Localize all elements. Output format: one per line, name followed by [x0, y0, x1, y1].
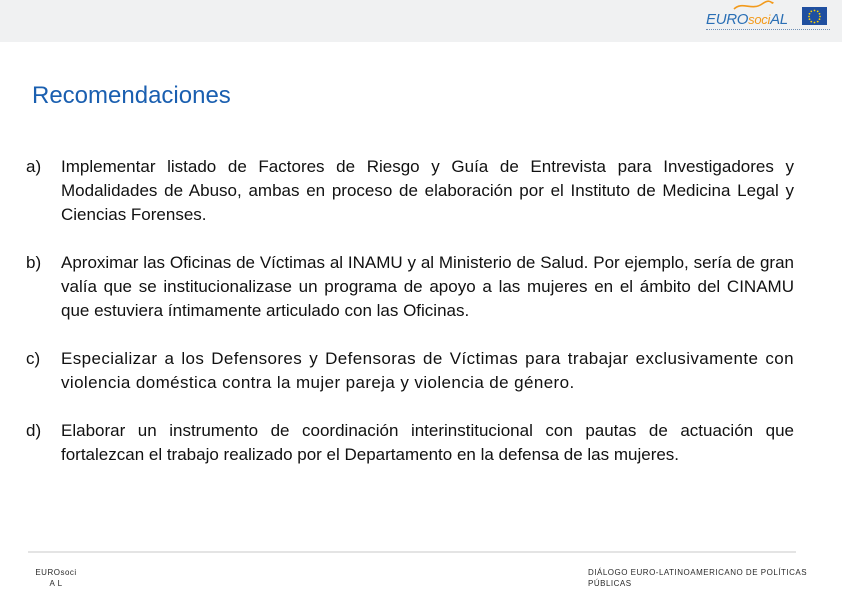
item-letter: d) [26, 421, 42, 440]
item-text: Elaborar un instrumento de coordinación interinstitucional con pautas de actuación que fortalezcan el trabajo realizado por el Departamento en la defensa de las mujeres. [61, 421, 794, 464]
item-text: Implementar listado de Factores de Riesgo y Guía de Entrevista para Investigadores y Modalidades de Abuso, ambas en proceso de elaboración por el Instituto de Medicina Legal y Ciencias Forenses. [61, 157, 794, 224]
footer-right-text: DIÁLOGO EURO-LATINOAMERICANO DE POLÍTICAS PÚBLICAS [588, 568, 808, 588]
item-letter: a) [26, 157, 42, 176]
list-item [24, 155, 794, 227]
item-text: Especializar a los Defensores y Defensoras de Víctimas para trabajar exclusivamente con violencia doméstica contra la mujer pareja y violencia de género. [61, 349, 794, 392]
list-item [24, 251, 794, 323]
eu-flag-icon [802, 7, 827, 25]
recommendations-list [24, 155, 794, 467]
item-text: Aproximar las Oficinas de Víctimas al INAMU y al Ministerio de Salud. Por ejemplo, sería de gran valía que se institucionalizase un programa de apoyo a las mujeres en el ámbito del CINAMU que estuviera íntimamente articulado con las Oficinas. [61, 253, 794, 320]
page-title: Recomendaciones [32, 82, 231, 109]
footer-divider [28, 551, 796, 553]
list-item [24, 419, 794, 467]
logo-wordmark: EUROsociAL [706, 11, 788, 28]
list-item [24, 347, 794, 395]
item-letter: c) [26, 349, 41, 368]
footer-left-text: EUROsociA L [35, 568, 77, 588]
item-letter: b) [26, 253, 42, 272]
logo-tagline [706, 29, 830, 34]
eurosocial-logo [704, 0, 832, 40]
